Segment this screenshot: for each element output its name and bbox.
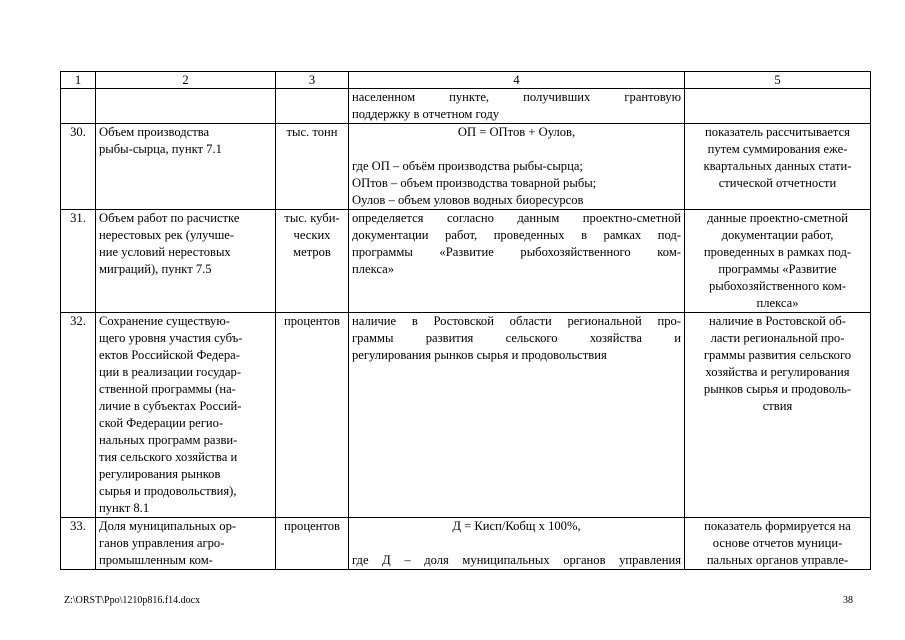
text-line: стической отчетности — [718, 176, 837, 190]
indicator-name-cell — [96, 124, 276, 210]
text-line: наличие в Ростовской об- — [709, 314, 846, 328]
text-line: где Д – доля муниципальных органов управления — [352, 553, 681, 567]
text-line: документации работ, — [721, 228, 834, 242]
unit-cell — [276, 313, 349, 518]
table-row — [61, 518, 871, 570]
unit-cell — [276, 210, 349, 313]
header-cell-5: 5 — [685, 72, 871, 89]
text-line: нерестовых рек (улучше- — [99, 228, 235, 242]
row-number: 31. — [61, 210, 96, 313]
text-line: плекса» — [352, 262, 395, 276]
text-line: основе отчетов муници- — [712, 536, 843, 550]
text-line: тыс. куби- — [284, 211, 340, 225]
text-line: Доля муниципальных ор- — [99, 519, 237, 533]
text-line: плекса» — [756, 296, 799, 310]
text-line: граммы развития сельского хозяйства и — [352, 331, 681, 345]
source-cell — [685, 313, 871, 518]
text-line: ние условий нерестовых — [99, 245, 231, 259]
text-line: рынков сырья и продоволь- — [703, 382, 852, 396]
text-line: поддержку в отчетном году — [352, 107, 500, 121]
text-line: данные проектно-сметной — [707, 211, 848, 225]
text-line: Сохранение существую- — [99, 314, 230, 328]
page-number: 38 — [843, 595, 853, 606]
text-line: проведенных в рамках под- — [703, 245, 852, 259]
text-line: ласти региональной про- — [710, 331, 845, 345]
text-line: пункт 8.1 — [99, 501, 150, 515]
text-line: рыбы-сырца, пункт 7.1 — [99, 142, 222, 156]
text-line: рыбохозяйственного ком- — [708, 279, 847, 293]
text-line: хозяйства и регулирования — [705, 365, 850, 379]
text-line: тыс. тонн — [286, 125, 338, 139]
continuation-method-cell — [349, 89, 685, 124]
text-line: ганов управления агро- — [99, 536, 225, 550]
text-line: регулирования рынков сырья и продовольствия — [352, 348, 607, 362]
text-line: промышленным ком- — [99, 553, 213, 567]
header-cell-2: 2 — [96, 72, 276, 89]
unit-cell — [276, 124, 349, 210]
text-line: программы «Развитие рыбохозяйственного ком- — [352, 245, 681, 259]
source-cell — [685, 210, 871, 313]
text-line: где ОП – объём производства рыбы-сырца; — [352, 159, 583, 173]
text-line: показатель рассчитывается — [705, 125, 850, 139]
text-line: населенном пункте, получивших грантовую — [352, 90, 681, 104]
indicator-name-cell — [96, 518, 276, 570]
text-line: наличие в Ростовской области региональной про- — [352, 314, 681, 328]
text-line: Объем производства — [99, 125, 210, 139]
text-line: граммы развития сельского — [703, 348, 852, 362]
text-line: путем суммирования еже- — [707, 142, 848, 156]
text-line: пальных органов управле- — [706, 553, 849, 567]
text-line: квартальных данных стати- — [703, 159, 852, 173]
text-line: показатель формируется на — [704, 519, 851, 533]
text-line: личие в субъектах Россий- — [99, 399, 242, 413]
text-line: ции в реализации государ- — [99, 365, 242, 379]
text-line: нальных программ разви- — [99, 433, 238, 447]
method-cell — [349, 518, 685, 570]
table-row — [61, 313, 871, 518]
text-line: ственной программы (на- — [99, 382, 236, 396]
text-line: метров — [293, 245, 331, 259]
header-row — [61, 72, 871, 89]
text-line: ектов Российской Федера- — [99, 348, 240, 362]
formula: Д = Кисп/Кобщ х 100%, — [452, 519, 581, 533]
method-cell — [349, 313, 685, 518]
indicators-table — [60, 71, 871, 570]
text-line: регулирования рынков — [99, 467, 221, 481]
method-cell — [349, 210, 685, 313]
indicator-name-cell — [96, 210, 276, 313]
table-row — [61, 124, 871, 210]
text-line: ствия — [762, 399, 793, 413]
source-cell — [685, 518, 871, 570]
text-line: процентов — [284, 519, 340, 533]
header-cell-3: 3 — [276, 72, 349, 89]
table-row — [61, 210, 871, 313]
formula: ОП = ОПтов + Оулов, — [457, 125, 576, 139]
text-line: ческих — [293, 228, 331, 242]
text-line: тия сельского хозяйства и — [99, 450, 238, 464]
text-line: Объем работ по расчистке — [99, 211, 240, 225]
row-number: 33. — [61, 518, 96, 570]
header-cell-4: 4 — [349, 72, 685, 89]
source-cell — [685, 124, 871, 210]
continuation-row — [61, 89, 871, 124]
text-line: Оулов – объем уловов водных биоресурсов — [352, 193, 584, 207]
text-line: миграций), пункт 7.5 — [99, 262, 212, 276]
header-cell-1: 1 — [61, 72, 96, 89]
text-line: сырья и продовольствия), — [99, 484, 237, 498]
footer-file-path: Z:\ORST\Ppo\1210p816.f14.docx — [64, 595, 201, 606]
text-line: ской Федерации регио- — [99, 416, 224, 430]
text-line: документации работ, проведенных в рамках под- — [352, 228, 681, 242]
row-number: 30. — [61, 124, 96, 210]
indicator-name-cell — [96, 313, 276, 518]
text-line: определяется согласно данным проектно-сметной — [352, 211, 681, 225]
row-number: 32. — [61, 313, 96, 518]
text-line: программы «Развитие — [718, 262, 837, 276]
text-line: процентов — [284, 314, 340, 328]
text-line: ОПтов – объем производства товарной рыбы; — [352, 176, 597, 190]
unit-cell — [276, 518, 349, 570]
text-line: щего уровня участия субъ- — [99, 331, 243, 345]
method-cell — [349, 124, 685, 210]
